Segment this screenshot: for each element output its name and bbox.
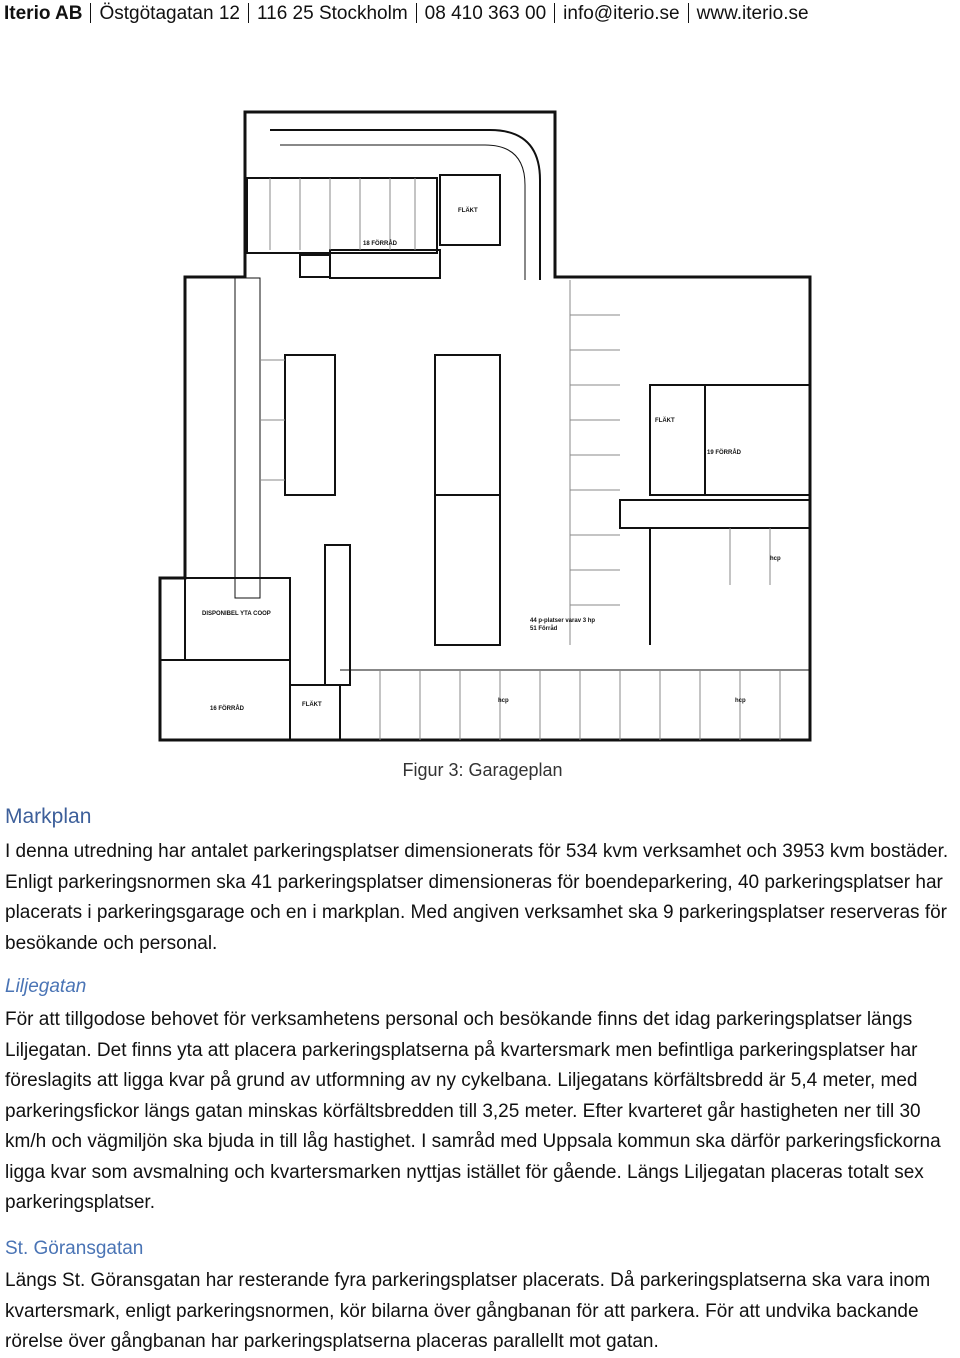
label-forrad-bottom: 16 FÖRRÅD [210, 706, 245, 712]
flakt-room-right [650, 385, 705, 495]
label-hcp-bottom-2: hcp [735, 698, 746, 704]
header-separator [248, 3, 249, 23]
company-postal: 116 25 Stockholm [256, 3, 408, 24]
label-hcp-right: hcp [770, 556, 781, 562]
label-flakt-bottom: FLÄKT [302, 702, 322, 708]
label-disponibel: DISPONIBEL YTA COOP [202, 611, 271, 617]
garage-floor-plan [150, 100, 820, 745]
page-header [4, 0, 809, 28]
company-name: Iterio AB [4, 3, 83, 24]
disponibel-area [185, 578, 290, 660]
forrad-room-bottom [160, 660, 290, 740]
label-pplatser: 44 p-platser varav 3 hp [530, 618, 596, 624]
label-flakt-right: FLÄKT [655, 418, 675, 424]
figure-caption: Figur 3: Garageplan [402, 760, 563, 780]
section-heading-liljegatan: Liljegatan [5, 976, 87, 997]
header-separator [688, 3, 689, 23]
label-flakt-top: FLÄKT [458, 208, 478, 214]
header-separator [554, 3, 555, 23]
company-phone: 08 410 363 00 [424, 3, 547, 24]
company-email[interactable]: info@iterio.se [563, 3, 680, 24]
flakt-room-bottom [290, 685, 340, 740]
label-forrad-top: 18 FÖRRÅD [363, 241, 398, 247]
header-separator [90, 3, 91, 23]
floor-plan-drawing [150, 100, 820, 745]
label-forrad-count: 51 Förråd [530, 626, 558, 632]
section-heading-markplan: Markplan [5, 805, 92, 828]
paragraph-goransgatan: Längs St. Göransgatan har resterande fyra parkeringsplatser placerats. Då parkeringsplatserna ska vara inom kvartersmark, enligt parkeringsnormen, kör bilarna över gångbanan för att parkera. För att undvika backande rörelse över gångbanan har parkeringsplatserna placeras parallellt mot gatan. [5, 1270, 931, 1352]
company-address: Östgötagatan 12 [99, 3, 240, 24]
storage-block-top [247, 178, 437, 253]
section-heading-goransgatan: St. Göransgatan [5, 1238, 144, 1259]
label-hcp-bottom-1: hcp [498, 698, 509, 704]
header-separator [416, 3, 417, 23]
paragraph-liljegatan: För att tillgodose behovet för verksamhetens personal och besökande finns det idag parkeringsplatser längs Liljegatan. Det finns yta att placera parkeringsplatserna på kvartersmark men befintliga parkeringsplatser har föreslagits att ligga kvar på grund av utformning av ny cykelbana. Liljegatans körfältsbredd är 5,4 meter, med parkeringsfickor längs gatan minskas körfältsbredden till 3,25 meter. Efter kvarteret går hastigheten ner till 30 km/h och vägmiljön ska bjuda in till låg hastighet. I samråd med Uppsala kommun ska därför parkeringsfickorna ligga kvar som avsmalning och kvartersmarken nyttjas istället för gående. Längs Liljegatan placeras totalt sex parkeringsplatser. [5, 1009, 941, 1213]
label-forrad-right: 19 FÖRRÅD [707, 450, 742, 456]
paragraph-markplan: I denna utredning har antalet parkeringsplatser dimensionerats för 534 kvm verksamhet och 3953 kvm bostäder. Enligt parkeringsnormen ska 41 parkeringsplatser dimensioneras för boendeparkering, 40 parkeringsplatser har placerats i parkeringsgarage och en i markplan. Med angiven verksamhet ska 9 parkeringsplatser reserveras för besökande och personal. [5, 841, 949, 954]
company-website[interactable]: www.iterio.se [696, 3, 809, 24]
left-corridor [235, 278, 260, 598]
forrad-room-right [705, 385, 810, 495]
